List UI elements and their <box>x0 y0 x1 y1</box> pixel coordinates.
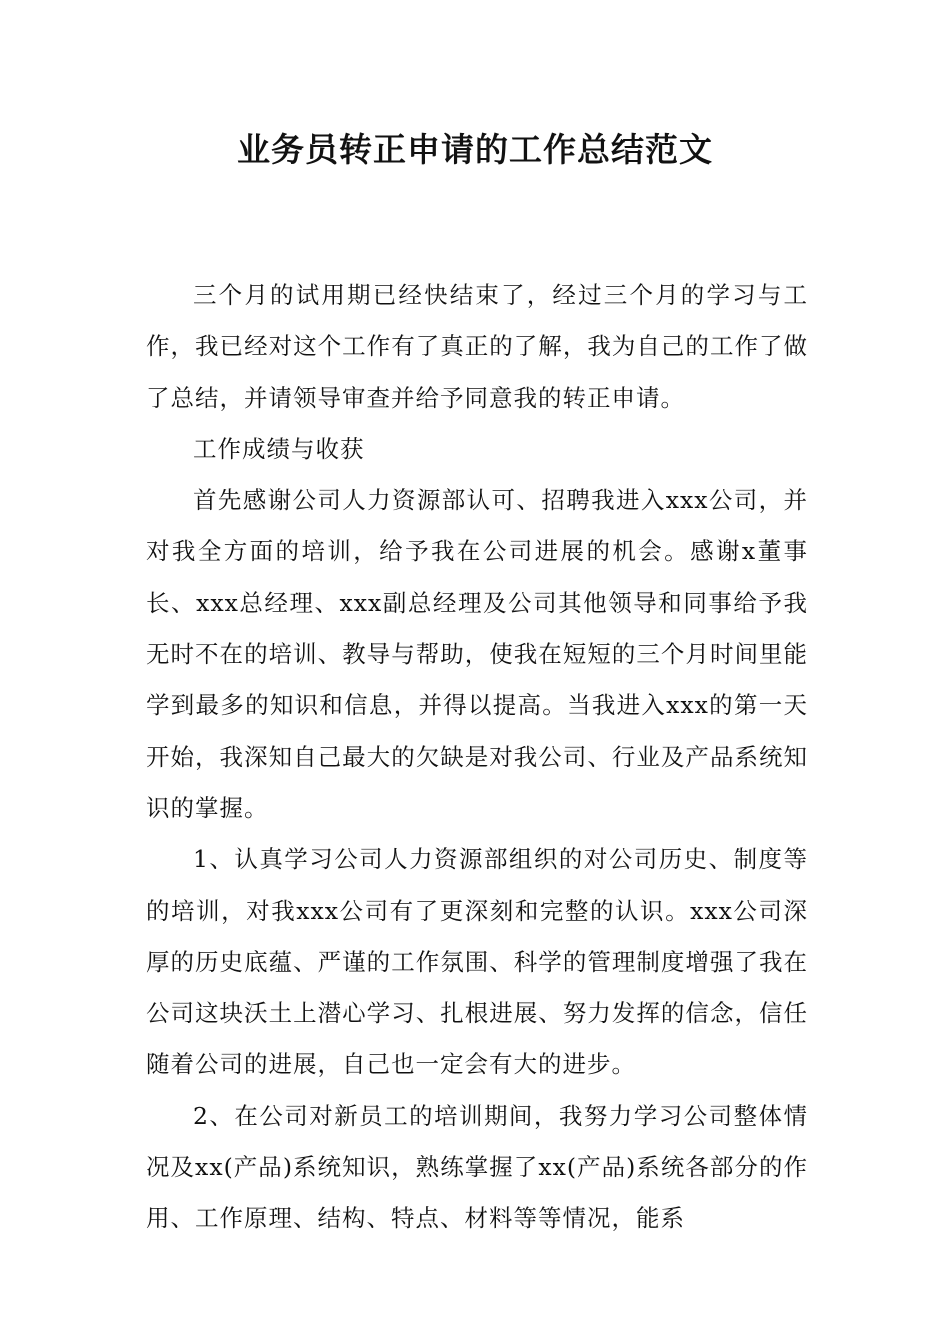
section-heading: 工作成绩与收获 <box>193 434 365 463</box>
paragraph-item-2: 2、在公司对新员工的培训期间，我努力学习公司整体情况及xx(产品)系统知识，熟练掌握了xx(产品)系统各部分的作用、工作原理、结构、特点、材料等等情况，能系 <box>146 1101 808 1233</box>
paragraph-intro: 三个月的试用期已经快结束了，经过三个月的学习与工作，我已经对这个工作有了真正的了解，我为自己的工作了做了总结，并请领导审查并给予同意我的转正申请。 <box>146 281 808 412</box>
paragraph-thanks: 首先感谢公司人力资源部认可、招聘我进入xxx公司，并对我全方面的培训，给予我在公司进展的机会。感谢x董事长、xxx总经理、xxx副总经理及公司其他领导和同事给予我无时不在的培训、教导与帮助，使我在短短的三个月时间里能学到最多的知识和信息，并得以提高。当我进入xxx的第一天开始，我深知自己最大的欠缺是对我公司、行业及产品系统知识的掌握。 <box>146 486 808 822</box>
paragraph-item-1: 1、认真学习公司人力资源部组织的对公司历史、制度等的培训，对我xxx公司有了更深刻和完整的认识。xxx公司深厚的历史底蕴、严谨的工作氛围、科学的管理制度增强了我在公司这块沃土上潜心学习、扎根进展、努力发挥的信念，信任随着公司的进展，自己也一定会有大的进步。 <box>146 845 808 1079</box>
document-title: 业务员转正申请的工作总结范文 <box>237 130 713 169</box>
document-body <box>146 270 808 1245</box>
